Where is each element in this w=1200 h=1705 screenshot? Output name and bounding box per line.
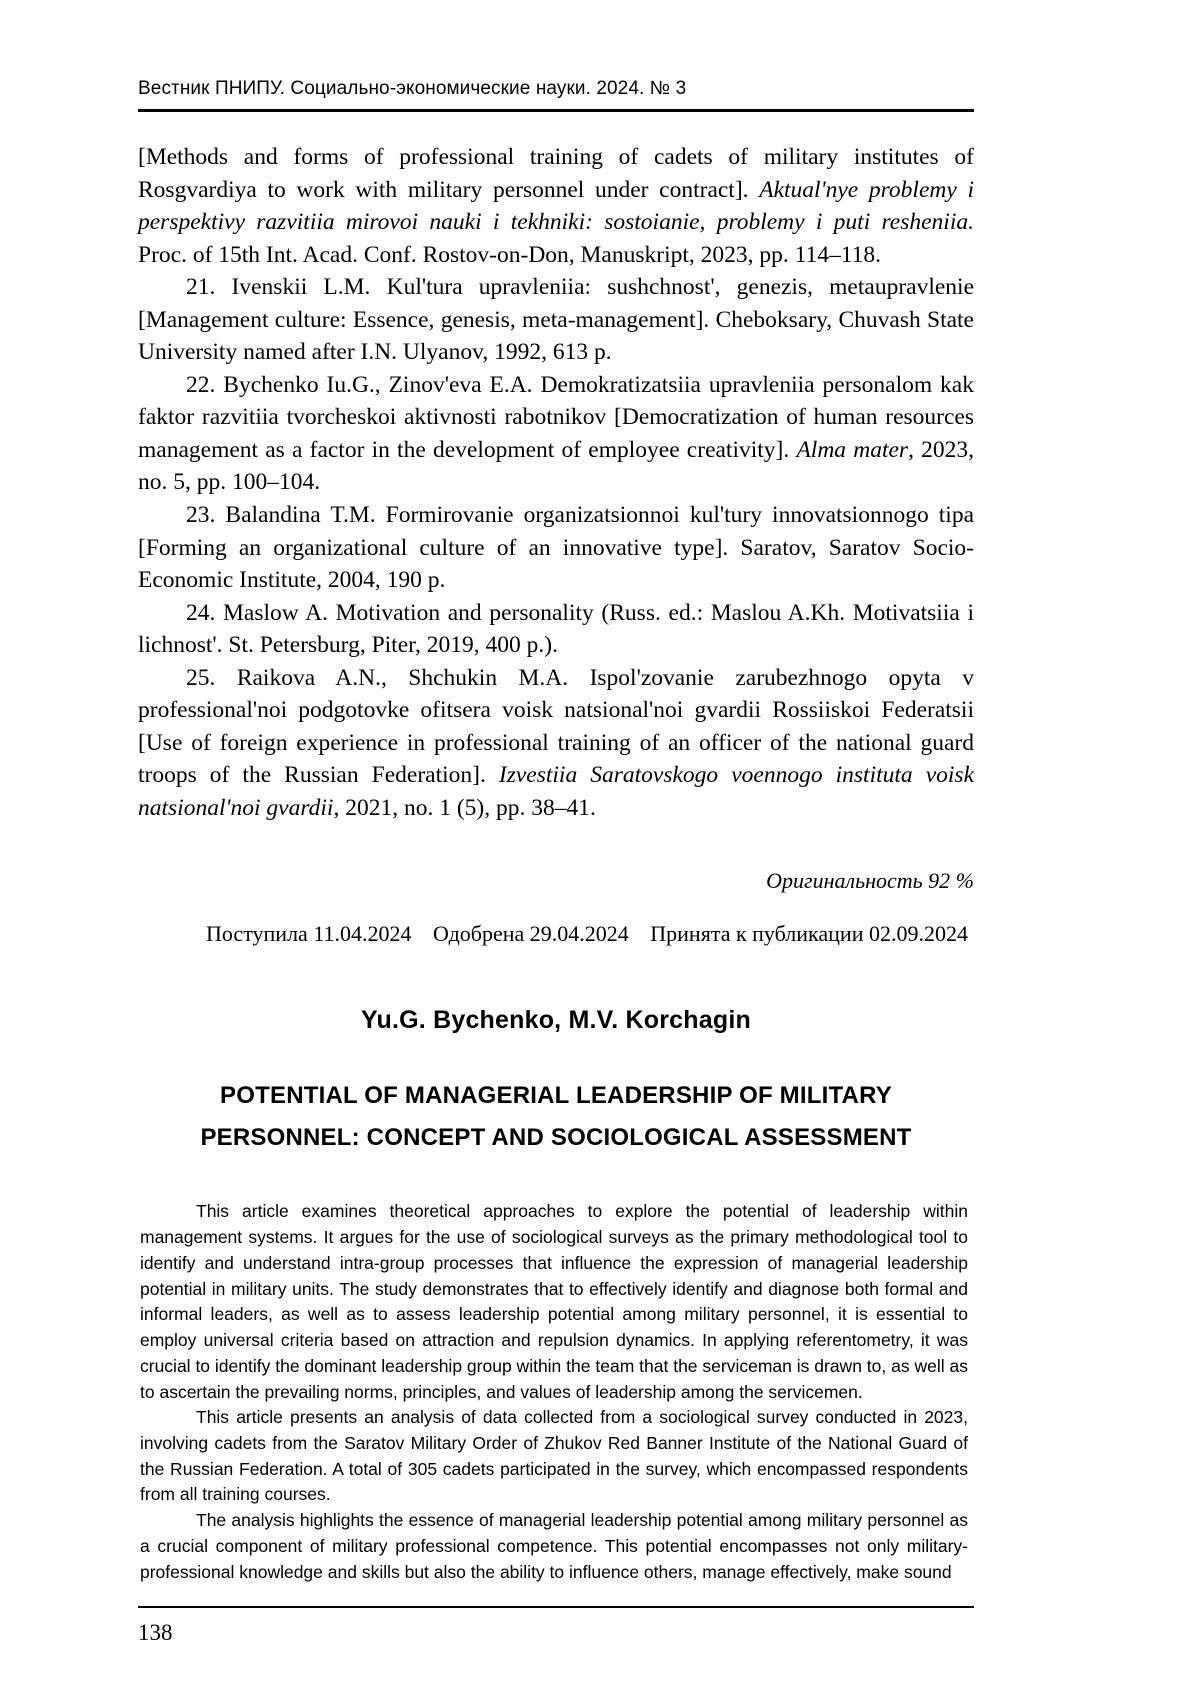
- reference-entry-22: [138, 369, 974, 499]
- page-number: 138: [138, 1620, 173, 1645]
- originality-note: Оригинальность 92 %: [766, 868, 974, 894]
- article-authors: Yu.G. Bychenko, M.V. Korchagin: [361, 1006, 751, 1035]
- date-accepted: Принята к публикации 02.09.2024: [650, 921, 968, 947]
- article-abstract: [138, 1199, 974, 1585]
- ref-22-pre: Bychenko Iu.G., Zinov'eva E.A. Demokratizatsiia upravleniia personalom kak faktor razvitiia tvorcheskoi aktivnosti rabotnikov [Democratization of human resources management as a factor in the development of employee creativity].: [138, 371, 974, 463]
- ref-22-italic: Alma mater: [796, 436, 909, 463]
- header-rule: [138, 109, 974, 115]
- abstract-paragraph: This article examines theoretical approaches to explore the potential of leadership within management systems. It argues for the use of sociological surveys as the primary methodological tool to identify and understand intra-group processes that influence the expression of managerial leadership potential in military units. The study demonstrates that to effectively identify and diagnose both formal and informal leaders, as well as to assess leadership potential among military personnel, it is essential to employ universal criteria based on attraction and repulsion dynamics. In applying referentometry, it was crucial to identify the dominant leadership group within the team that the serviceman is drawn to, as well as to ascertain the prevailing norms, principles, and values of leadership among the servicemen.: [140, 1201, 968, 1402]
- running-head: Вестник ПНИПУ. Социально-экономические науки. 2024. № 3: [138, 78, 687, 99]
- article-title: [138, 1075, 974, 1159]
- reference-entry-continued: [138, 141, 974, 271]
- ref-25-post: , 2021, no. 1 (5), pp. 38–41.: [333, 794, 596, 821]
- ref-25-italic: Izvestiia Saratovskogo voennogo instituta voisk natsional'noi gvardii: [138, 762, 975, 821]
- article-title-line-2: PERSONNEL: CONCEPT AND SOCIOLOGICAL ASSESSMENT: [200, 1124, 912, 1152]
- date-approved: Одобрена 29.04.2024: [432, 921, 629, 947]
- abstract-paragraph: The analysis highlights the essence of managerial leadership potential among military personnel as a crucial component of military professional competence. This potential encompasses not only military-professional knowledge and skills but also the ability to influence others, manage effectively, make sound: [140, 1510, 968, 1582]
- ref-25-number: 25.: [186, 664, 216, 691]
- reference-entry-25: [138, 662, 974, 825]
- abstract-paragraph: This article presents an analysis of data collected from a sociological survey conducted in 2023, involving cadets from the Saratov Military Order of Zhukov Red Banner Institute of the National Guard of the Russian Federation. A total of 305 cadets participated in the survey, which encompassed respondents from all training courses.: [140, 1407, 968, 1505]
- ref-22-number: 22.: [186, 371, 216, 398]
- reference-entry-24: [138, 597, 974, 662]
- ref-25-pre: Raikova A.N., Shchukin M.A. Ispol'zovanie zarubezhnogo opyta v professional'noi podgotovke ofitsera voisk natsional'noi gvardii Rossiiskoi Federatsii [Use of foreign experience in professional training of an officer of the national guard troops of the Russian Federation].: [138, 664, 974, 789]
- ref-23-number: 23.: [186, 502, 216, 529]
- date-received: Поступила 11.04.2024: [206, 921, 412, 947]
- ref-21-number: 21.: [186, 274, 216, 301]
- ref-24-number: 24.: [186, 599, 216, 626]
- ref-continued-part1: [Methods and forms of professional training of cadets of military institutes of Rosgvardiya to work with military personnel under contract].: [138, 144, 974, 203]
- footer-rule: [138, 1606, 974, 1608]
- ref-23-text: Balandina T.M. Formirovanie organizatsionnoi kul'tury innovatsionnogo tipa [Forming an organizational culture of an innovative type]. Saratov, Saratov Socio-Economic Institute, 2004, 190 p.: [138, 502, 974, 594]
- reference-entry-23: [138, 499, 974, 597]
- ref-21-text: Ivenskii L.M. Kul'tura upravleniia: sushchnost', genezis, metaupravlenie [Management culture: Essence, genesis, meta-management]. Cheboksary, Chuvash State University named after I.N. Ulyanov, 1992, 613 p.: [138, 274, 974, 366]
- ref-22-post: , 2023, no. 5, pp. 100–104.: [138, 436, 974, 496]
- ref-continued-italic: Aktual'nye problemy i perspektivy razvitiia mirovoi nauki i tekhniki: sostoianie, problemy i puti resheniia.: [138, 176, 974, 236]
- publication-dates: [138, 921, 974, 947]
- article-title-line-1: POTENTIAL OF MANAGERIAL LEADERSHIP OF MILITARY: [220, 1082, 892, 1110]
- ref-continued-part2: Proc. of 15th Int. Acad. Conf. Rostov-on-Don, Manuskript, 2023, pp. 114–118.: [138, 241, 882, 268]
- references-section: [138, 141, 974, 824]
- reference-entry-21: [138, 271, 974, 369]
- ref-24-text: Maslow A. Motivation and personality (Russ. ed.: Maslou A.Kh. Motivatsiia i lichnost'. St. Petersburg, Piter, 2019, 400 p.).: [138, 599, 974, 659]
- page-content: [138, 0, 974, 1585]
